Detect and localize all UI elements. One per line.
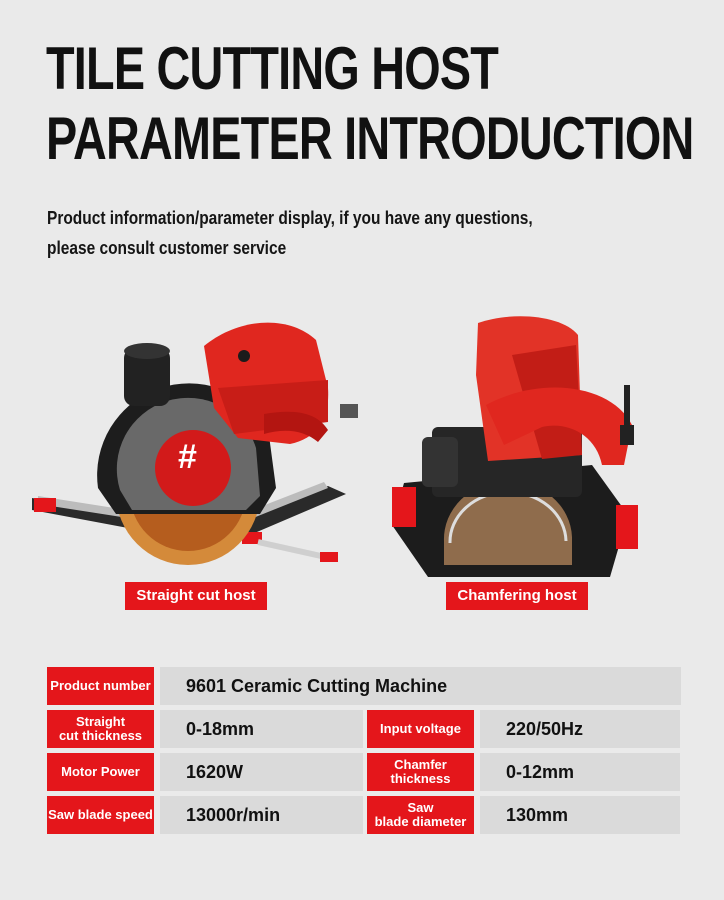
- label-line: Chamfer: [394, 757, 447, 772]
- spec-value-input-voltage: 220/50Hz: [480, 710, 680, 748]
- subtitle-line2: please consult customer service: [47, 238, 287, 258]
- page-title: [46, 34, 694, 174]
- spec-label-saw-blade-speed: Saw blade speed: [47, 796, 154, 834]
- chamfering-caption: Chamfering host: [446, 582, 588, 610]
- spec-label-motor-power: Motor Power: [47, 753, 154, 791]
- spec-label-chamfer-thickness: [367, 753, 474, 791]
- spec-cell-input-voltage: [367, 710, 680, 748]
- spec-value-saw-blade-speed: 13000r/min: [160, 796, 363, 834]
- spec-row-product-number: [47, 667, 681, 705]
- label-line: blade diameter: [374, 814, 467, 829]
- subtitle-line1: Product information/parameter display, if you have any questions,: [47, 208, 533, 228]
- spec-value-chamfer-thickness: 0-12mm: [480, 753, 680, 791]
- spec-cell-saw-blade-diameter: [367, 796, 680, 834]
- label-line: Straight: [75, 714, 126, 729]
- label-line: Saw: [407, 800, 434, 815]
- spec-cell-chamfer-thickness: [367, 753, 680, 791]
- label-line: thickness: [390, 771, 451, 786]
- spec-label-straight-cut: [47, 710, 154, 748]
- page-title-line2: PARAMETER INTRODUCTION: [46, 105, 694, 172]
- spec-label-input-voltage: Input voltage: [367, 710, 474, 748]
- page-subtitle: [47, 203, 597, 263]
- spec-cell-straight-cut: [47, 710, 363, 748]
- svg-text:#: #: [178, 438, 197, 476]
- spec-value-straight-cut: 0-18mm: [160, 710, 363, 748]
- spec-cell-saw-blade-speed: [47, 796, 363, 834]
- spec-value-product-number: 9601 Ceramic Cutting Machine: [160, 667, 681, 705]
- spec-cell-motor-power: [47, 753, 363, 791]
- label-line: cut thickness: [58, 728, 143, 743]
- spec-value-saw-blade-diameter: 130mm: [480, 796, 680, 834]
- straight-cut-saw-image: [28, 318, 360, 573]
- spec-label-saw-blade-diameter: [367, 796, 474, 834]
- chamfering-saw-image: [392, 315, 650, 577]
- spec-label-product-number: Product number: [47, 667, 154, 705]
- page-title-line1: TILE CUTTING HOST: [46, 35, 499, 102]
- straight-cut-caption: Straight cut host: [125, 582, 267, 610]
- spec-value-motor-power: 1620W: [160, 753, 363, 791]
